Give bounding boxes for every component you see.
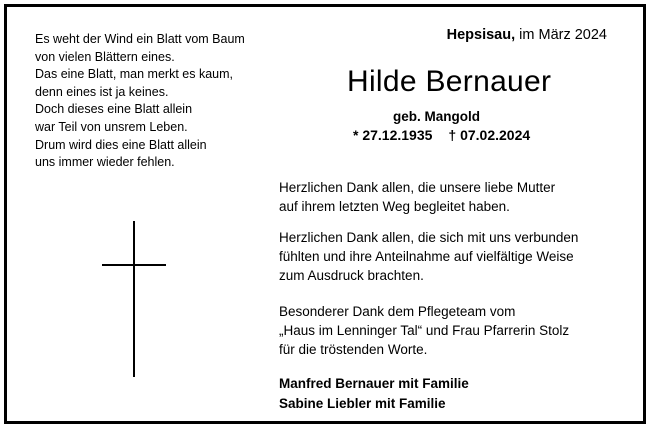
poem-line: Es weht der Wind ein Blatt vom Baum: [35, 32, 245, 46]
text-line: Besonderer Dank dem Pflegeteam vom: [279, 304, 516, 319]
signatures: [279, 374, 469, 414]
poem-line: Drum wird dies eine Blatt allein: [35, 137, 207, 152]
life-dates: [353, 127, 530, 143]
poem-line: uns immer wieder fehlen.: [35, 155, 175, 170]
poem-line: war Teil von unsrem Leben.: [35, 119, 188, 134]
text-line: für die tröstenden Worte.: [279, 342, 428, 357]
thanks-paragraph-3: [279, 302, 569, 359]
birth-date: * 27.12.1935: [353, 127, 433, 143]
text-line: zum Ausdruck brachten.: [279, 268, 424, 283]
deceased-name: Hilde Bernauer: [347, 65, 552, 98]
text-line: fühlten und ihre Anteilnahme auf vielfältige Weise: [279, 249, 574, 264]
poem-line: Doch dieses eine Blatt allein: [35, 102, 193, 117]
text-line: Herzlichen Dank allen, die sich mit uns verbunden: [279, 230, 579, 245]
place: Hepsisau,: [446, 27, 516, 43]
text-line: „Haus im Lenninger Tal“ und Frau Pfarrerin Stolz: [279, 323, 570, 338]
poem-line: denn eines ist ja keines.: [35, 84, 169, 99]
signature: Manfred Bernauer mit Familie: [279, 376, 469, 391]
place-date: [447, 27, 607, 43]
poem-line: Das eine Blatt, man merkt es kaum,: [35, 67, 233, 82]
cross-vertical-bar: [133, 221, 135, 377]
cross-horizontal-bar: [102, 264, 166, 266]
obituary-frame: [4, 4, 646, 424]
signature: Sabine Liebler mit Familie: [279, 396, 446, 411]
date: im März 2024: [519, 27, 607, 43]
cross-icon: [102, 221, 166, 377]
birth-name: geb. Mangold: [393, 109, 480, 124]
text-line: auf ihrem letzten Weg begleitet haben.: [279, 199, 510, 214]
poem: [35, 31, 245, 172]
death-date: † 07.02.2024: [448, 127, 531, 143]
thanks-paragraph-1: [279, 178, 555, 216]
text-line: Herzlichen Dank allen, die unsere liebe Mutter: [279, 180, 556, 195]
poem-line: von vielen Blättern eines.: [35, 49, 175, 64]
thanks-paragraph-2: [279, 228, 578, 285]
